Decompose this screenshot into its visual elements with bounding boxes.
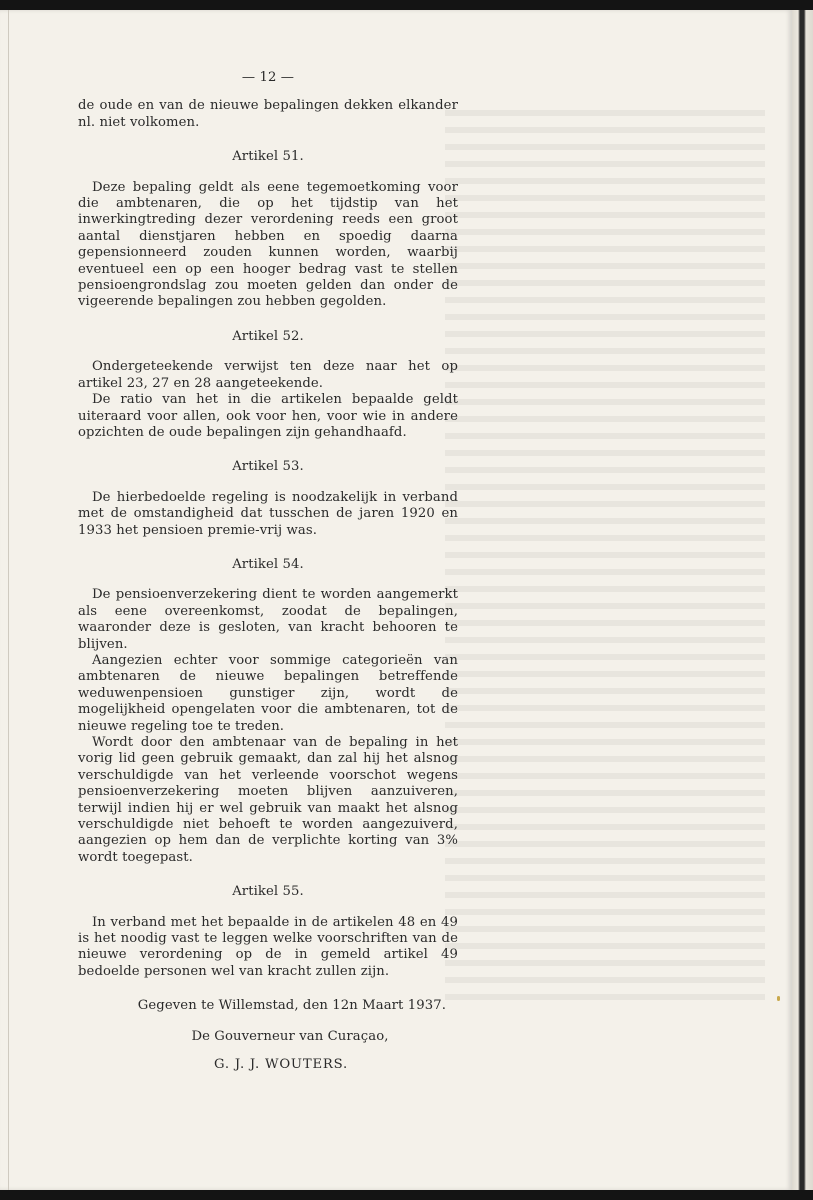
paragraph: de oude en van de nieuwe bepalingen dekken elkander nl. niet volkomen. (78, 98, 458, 130)
article-heading: Artikel 51. (232, 149, 304, 165)
signing-date: Gegeven te Willemstad, den 12n Maart 1937. (137, 998, 446, 1014)
page-number: — 12 — (241, 70, 295, 85)
book-binding-edge (792, 10, 813, 1190)
show-through-text (445, 110, 765, 1010)
page-text (78, 70, 458, 1074)
paragraph: Wordt door den ambtenaar van de bepaling in het vorig lid geen gebruik gemaakt, dan zal hij het alsnog verschuldigde van het verleende voorschot wegens pensioenverzekering moeten blijven aanzuiveren, terwijl indien hij er wel gebruik van maakt het alsnog verschuldigde niet behoeft te worden aangezuiverd, aangezien op hem dan de verplichte korting van 3% wordt toegepast. (78, 735, 458, 865)
paragraph: De pensioenverzekering dient te worden aangemerkt als eene overeenkomst, zoodat de bepalingen, waaronder deze is gesloten, van kracht behooren te blijven. (78, 587, 458, 652)
article-heading: Artikel 54. (232, 556, 304, 572)
paragraph: De hierbedoelde regeling is noodzakelijk in verband met de omstandigheid dat tusschen de jaren 1920 en 1933 het pensioen premie-vrij was. (78, 489, 458, 538)
signatory-name: G. J. J. WOUTERS. (214, 1057, 348, 1073)
scan-top-edge (0, 0, 813, 10)
paragraph: De ratio van het in die artikelen bepaalde geldt uiteraard voor allen, ook voor hen, voor wie in andere opzichten de oude bepalingen zijn gehandhaafd. (78, 392, 458, 440)
page-left-edge (8, 10, 9, 1190)
paper-speck (777, 996, 780, 1001)
signatory-title: De Gouverneur van Curaçao, (191, 1028, 389, 1044)
paragraph: Deze bepaling geldt als eene tegemoetkoming voor die ambtenaren, die op het tijdstip van het inwerkingtreding dezer verordening reeds een groot aantal dienstjaren hebben en spoedig daarna gepensionneerd zouden kunnen worden, waarbij eventueel een op een hooger bedrag vast te stellen pensioengrondslag zou moeten gelden dan onder de vigeerende bepalingen zou hebben gegolden. (78, 179, 458, 310)
paragraph: Ondergeteekende verwijst ten deze naar het op artikel 23, 27 en 28 aangeteekende. (78, 359, 458, 391)
paragraph: In verband met het bepaalde in de artikelen 48 en 49 is het noodig vast te leggen welke voorschriften van de nieuwe verordening op de in gemeld artikel 49 bedoelde personen wel van kracht zullen zijn. (78, 914, 458, 979)
scan-bottom-edge (0, 1190, 813, 1200)
paragraph: Aangezien echter voor sommige categorieën van ambtenaren de nieuwe bepalingen betreffende weduwenpensioen gunstiger zijn, wordt de mogelijkheid opengelaten voor die ambtenaren, tot de nieuwe regeling toe te treden. (78, 652, 458, 734)
article-heading: Artikel 53. (232, 459, 304, 475)
article-heading: Artikel 52. (232, 328, 304, 344)
article-heading: Artikel 55. (232, 884, 304, 900)
